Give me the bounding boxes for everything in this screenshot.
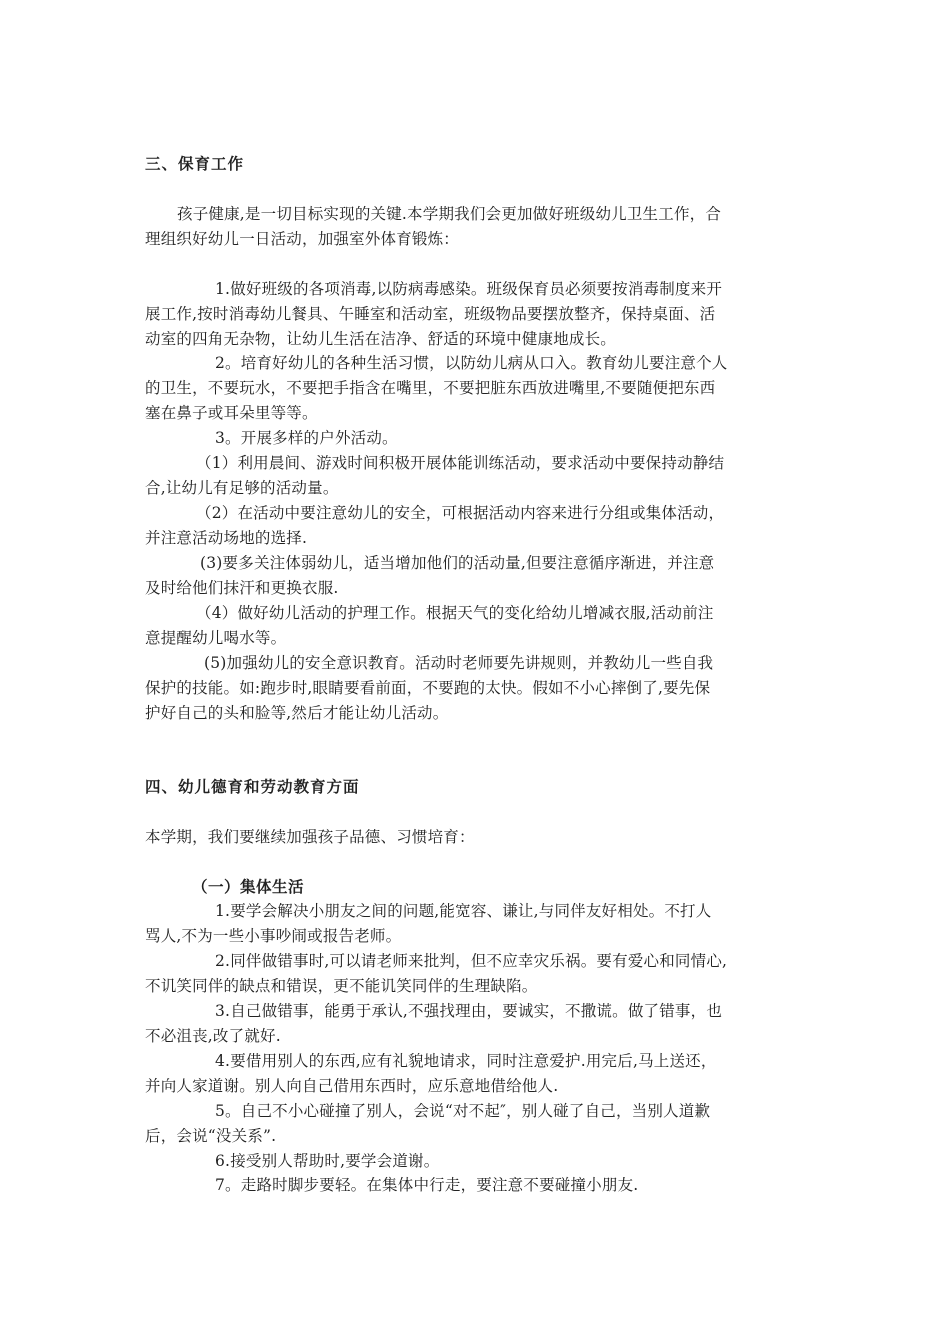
care-item-2-line-2: 的卫生，不要玩水，不要把手指含在嘴里，不要把脏东西放进嘴里,不要随便把东西	[145, 379, 716, 397]
care-item-3: 3。开展多样的户外活动。	[215, 429, 398, 447]
moral-item-3-line-2: 不必沮丧,改了就好.	[145, 1027, 281, 1045]
section-3-intro-line-1: 孩子健康,是一切目标实现的关键.本学期我们会更加做好班级幼儿卫生工作，合	[177, 205, 722, 223]
care-item-1-line-2: 展工作,按时消毒幼儿餐具、午睡室和活动室，班级物品要摆放整齐，保持桌面、活	[145, 305, 716, 323]
moral-item-1-line-2: 骂人,不为一些小事吵闹或报告老师。	[145, 927, 402, 945]
moral-item-2-line-1: 2.同伴做错事时,可以请老师来批判，但不应幸灾乐祸。要有爱心和同情心,	[215, 952, 728, 970]
moral-item-1-line-1: 1.要学会解决小朋友之间的问题,能宽容、谦让,与同伴友好相处。不打人	[215, 902, 712, 920]
outdoor-sub-5-line-3: 护好自己的头和脸等,然后才能让幼儿活动。	[145, 704, 449, 722]
section-3-heading: 三、保育工作	[145, 155, 245, 173]
section-4-intro: 本学期，我们要继续加强孩子品德、习惯培育：	[145, 828, 475, 846]
moral-item-5-line-1: 5。自己不小心碰撞了别人，会说“对不起″，别人碰了自己，当别人道歉	[215, 1102, 711, 1120]
collective-life-heading: （一）集体生活	[192, 878, 305, 896]
moral-item-5-line-2: 后，会说“没关系”.	[145, 1127, 277, 1145]
moral-item-7: 7。走路时脚步要轻。在集体中行走，要注意不要碰撞小朋友.	[215, 1176, 639, 1194]
outdoor-sub-5-line-1: (5)加强幼儿的安全意识教育。活动时老师要先讲规则，并教幼儿一些自我	[204, 654, 714, 672]
moral-item-3-line-1: 3.自己做错事，能勇于承认,不强找理由，要诚实，不撒谎。做了错事，也	[215, 1002, 723, 1020]
care-item-1-line-1: 1.做好班级的各项消毒,以防病毒感染。班级保育员必须要按消毒制度来开	[215, 280, 723, 298]
moral-item-2-line-2: 不讥笑同伴的缺点和错误，更不能讥笑同伴的生理缺陷。	[145, 977, 538, 995]
outdoor-sub-3-line-2: 及时给他们抹汗和更换衣服.	[145, 579, 339, 597]
outdoor-sub-2-line-1: （2）在活动中要注意幼儿的安全，可根据活动内容来进行分组或集体活动，	[196, 504, 725, 522]
moral-item-6: 6.接受别人帮助时,要学会道谢。	[215, 1152, 440, 1170]
care-item-1-line-3: 动室的四角无杂物，让幼儿生活在洁净、舒适的环境中健康地成长。	[145, 330, 617, 348]
section-3-intro-line-2: 理组织好幼儿一日活动，加强室外体育锻炼：	[145, 230, 460, 248]
care-item-2-line-3: 塞在鼻子或耳朵里等等。	[145, 404, 318, 422]
outdoor-sub-4-line-2: 意提醒幼儿喝水等。	[145, 629, 287, 647]
outdoor-sub-2-line-2: 并注意活动场地的选择.	[145, 529, 308, 547]
care-item-2-line-1: 2。培育好幼儿的各种生活习惯，以防幼儿病从口入。教育幼儿要注意个人	[215, 354, 728, 372]
outdoor-sub-3-line-1: (3)要多关注体弱幼儿，适当增加他们的活动量,但要注意循序渐进，并注意	[200, 554, 715, 572]
outdoor-sub-5-line-2: 保护的技能。如:跑步时,眼睛要看前面，不要跑的太快。假如不小心摔倒了,要先保	[145, 679, 711, 697]
moral-item-4-line-1: 4.要借用别人的东西,应有礼貌地请求，同时注意爱护.用完后,马上送还，	[215, 1052, 717, 1070]
outdoor-sub-1-line-1: （1）利用晨间、游戏时间积极开展体能训练活动，要求活动中要保持动静结	[196, 454, 725, 472]
outdoor-sub-1-line-2: 合,让幼儿有足够的活动量。	[145, 479, 339, 497]
outdoor-sub-4-line-1: （4）做好幼儿活动的护理工作。根据天气的变化给幼儿增减衣服,活动前注	[196, 604, 714, 622]
section-4-heading: 四、幼儿德育和劳动教育方面	[145, 778, 360, 796]
moral-item-4-line-2: 并向人家道谢。别人向自己借用东西时，应乐意地借给他人.	[145, 1077, 559, 1095]
